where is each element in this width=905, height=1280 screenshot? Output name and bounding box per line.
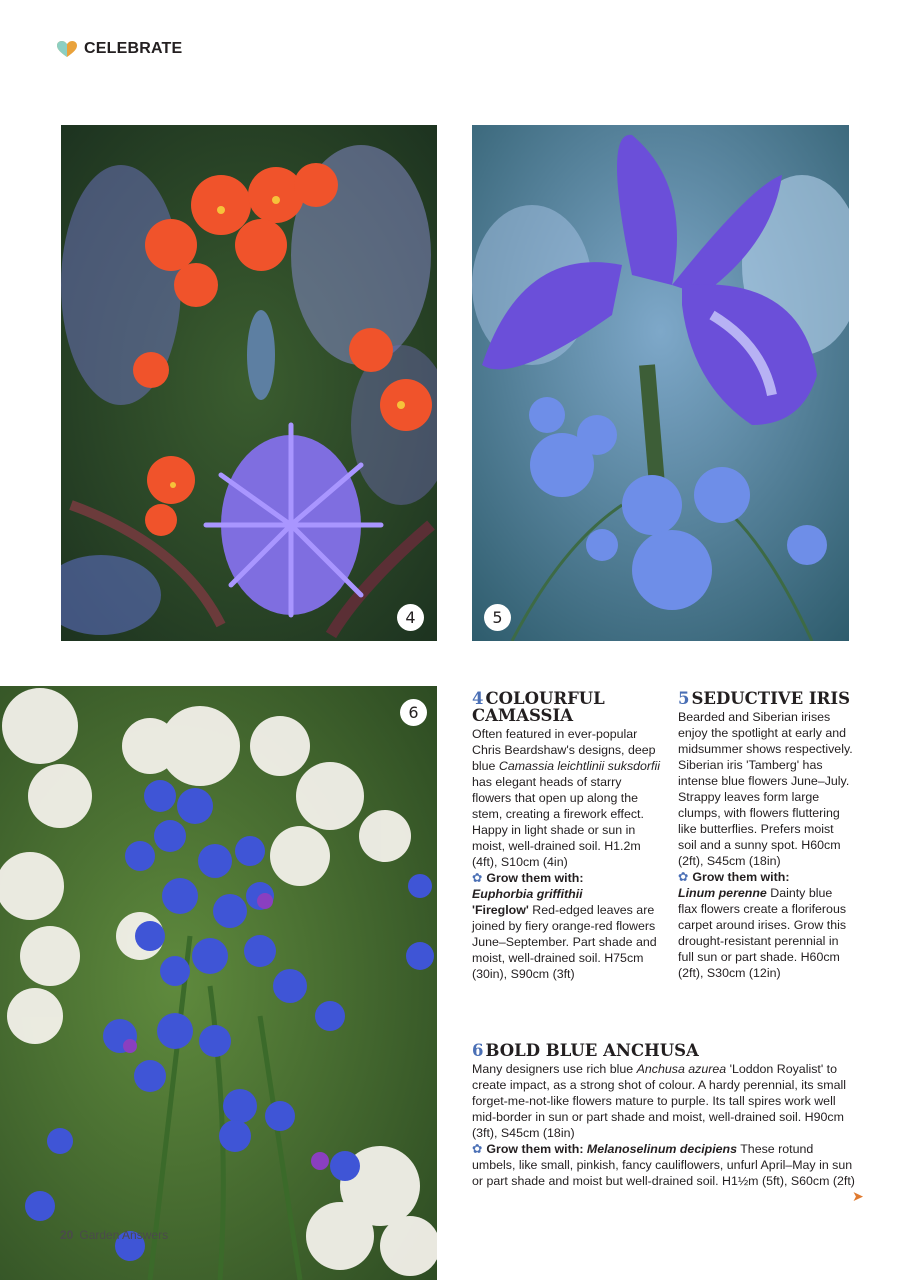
article-heading: [678, 690, 854, 707]
section-header: [56, 38, 182, 60]
magazine-name: Garden Answers: [79, 1228, 169, 1242]
flower-icon: ✿: [472, 871, 483, 885]
article-heading: [472, 690, 660, 724]
article-body: Bearded and Siberian irises enjoy the spotlight at early and midsummer shows respectively. Siberian iris 'Tamberg' has intense blue flowers June–July. Strappy leaves form large clumps, with flowers fluttering like butterflies. Prefers moist soil and a sunny spot. H60cm (2ft), S45cm (18in): [678, 710, 853, 868]
article-colourful-camassia: [472, 690, 660, 982]
article-heading: [472, 1042, 856, 1059]
flower-icon: ✿: [678, 870, 689, 884]
article-bold-blue-anchusa: [472, 1042, 856, 1189]
photo-iris: [472, 125, 849, 641]
page-footer: [60, 1228, 168, 1242]
article-seductive-iris: [678, 690, 854, 981]
article-title: COLOURFUL CAMASSIA: [472, 689, 605, 725]
photo-number-5: 5: [484, 604, 511, 631]
photo-number-4: 4: [397, 604, 424, 631]
article-number: 4: [472, 689, 484, 708]
companion-block: ✿ Grow them with: Euphorbia griffithii 'Fireglow' Red-edged leaves are joined by fiery orange-red flowers June–September. Part shade and moist, well-drained soil. H75cm (30in), S90cm (3ft): [472, 871, 657, 981]
continue-arrow-icon: ➤: [852, 1188, 864, 1204]
article-title: SEDUCTIVE IRIS: [691, 689, 850, 708]
photo-camassia: [61, 125, 437, 641]
article-title: BOLD BLUE ANCHUSA: [485, 1041, 699, 1060]
article-number: 5: [678, 689, 690, 708]
article-body: Many designers use rich blue Anchusa azurea 'Loddon Royalist' to create impact, as a strong shot of colour. A hardy perennial, its small forget-me-not-like flowers mature to purple. Its tall spires work well mid-border in sun or part shade and moist, well-drained soil. H90cm (3ft), S45cm (18in): [472, 1062, 846, 1140]
photo-anchusa: [0, 686, 437, 1280]
companion-block: ✿ Grow them with: Melanoselinum decipiens These rotund umbels, like small, pinkish, fancy cauliflowers, unfurl April–May in sun or part shade and moist but well-drained soil. H1½m (5ft), S60cm (2ft): [472, 1142, 855, 1188]
heart-icon: [56, 40, 78, 58]
photo-number-6: 6: [400, 699, 427, 726]
flower-icon: ✿: [472, 1142, 483, 1156]
article-number: 6: [472, 1041, 484, 1060]
page-number: 20: [60, 1228, 74, 1242]
section-title: CELEBRATE: [84, 40, 183, 57]
article-body: Often featured in ever-popular Chris Beardshaw's designs, deep blue Camassia leichtlinii suksdorfii has elegant heads of starry flowers that open up along the stem, creating a firework effect. Happy in light shade or sun in moist, well-drained soil. H1.2m (4ft), S10cm (4in): [472, 727, 661, 869]
companion-block: ✿ Grow them with: Linum perenne Dainty blue flax flowers create a floriferous carpet around irises. Grow this drought-resistant perennial in full sun or part shade. H60cm (2ft), S30cm (12in): [678, 870, 847, 980]
